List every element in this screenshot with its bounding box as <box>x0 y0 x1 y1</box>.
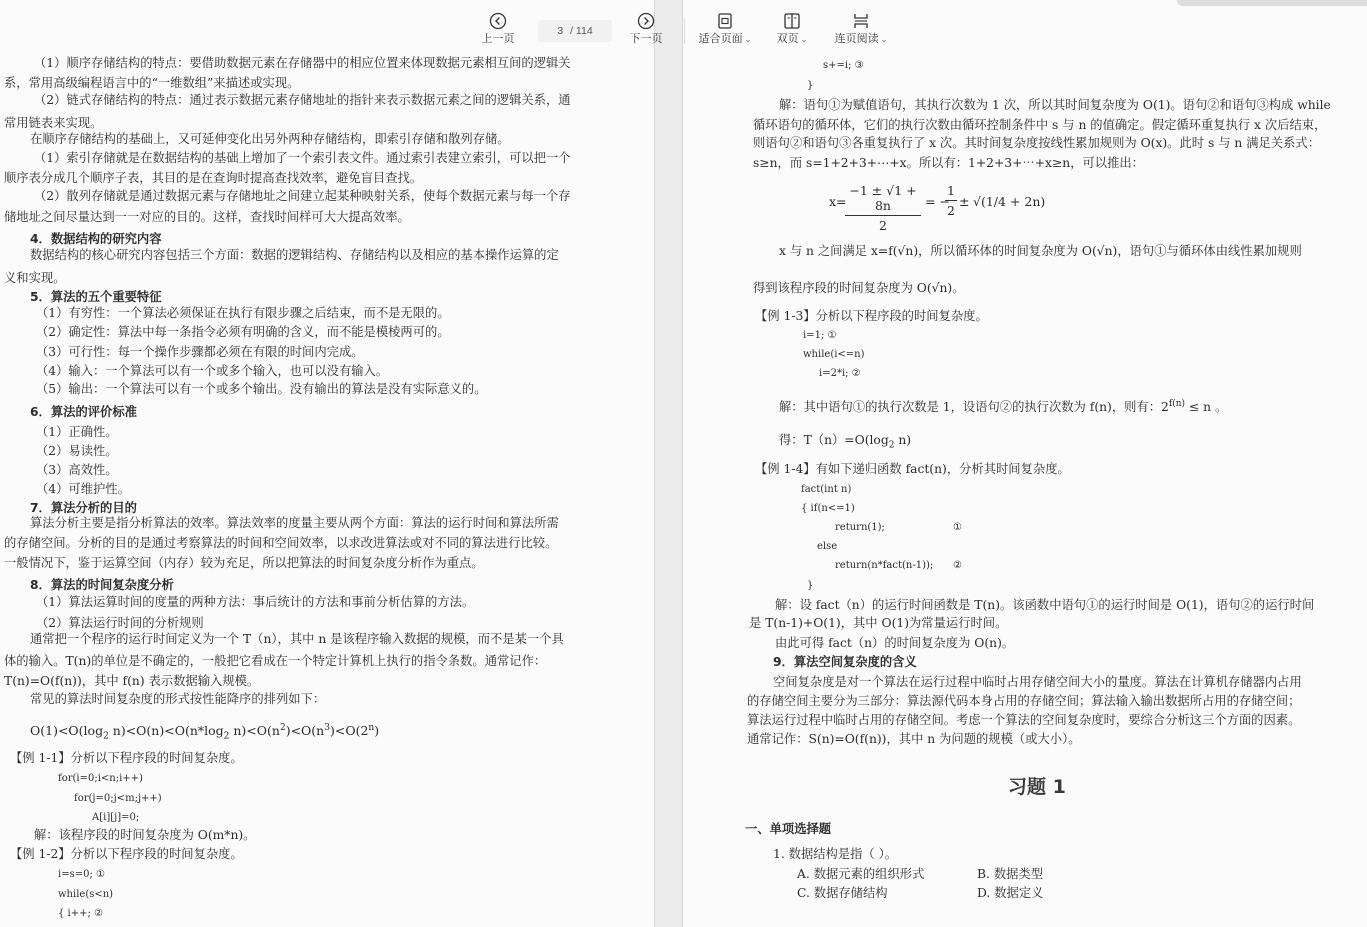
text-line: 常用链表来实现。 <box>4 116 103 130</box>
example-heading: 【例 1-3】分析以下程序段的时间复杂度。 <box>755 309 988 323</box>
text-line: 解：该程序段的时间复杂度为 O(m*n)。 <box>34 828 256 842</box>
section-heading: 5．算法的五个重要特征 <box>30 290 162 304</box>
text-line: （3）可行性：每一个操作步骤都必须在有限的时间内完成。 <box>36 345 364 359</box>
code-line: i=1; ① <box>803 330 837 341</box>
fraction: 1 2 <box>945 183 957 218</box>
code-line: { i++; ② <box>58 908 104 919</box>
text-line: 则语句②和语句③各重复执行了 x 次。其时间复杂度按线性累加规则为 O(x)。此时 s 与 n 满足关系式： <box>753 136 1321 150</box>
continuous-read-button[interactable] <box>830 12 892 47</box>
choice-c: C. 数据存储结构 <box>797 886 888 900</box>
page-current-input[interactable]: 3 <box>557 25 564 37</box>
reader-toolbar <box>460 0 910 54</box>
page-gutter <box>654 0 683 927</box>
example-heading: 【例 1-4】有如下递归函数 fact(n)，分析其时间复杂度。 <box>755 462 1070 476</box>
code-line: for(j=0;j<m;j++) <box>74 793 162 804</box>
text-line: （1）正确性。 <box>36 425 118 439</box>
continuous-read-label: 连页阅读 <box>834 33 879 45</box>
chevron-down-icon: ⌄ <box>880 35 888 44</box>
text-line: 在顺序存储结构的基础上，又可延伸变化出另外两种存储结构，即索引存储和散列存储。 <box>30 132 510 146</box>
code-line: return(n*fact(n-1)); <box>835 560 934 571</box>
next-page-button[interactable] <box>624 12 668 46</box>
code-line: while(i<=n) <box>803 349 865 360</box>
text-line: （2）散列存储就是通过数据元素与存储地址之间建立起某种映射关系，使每个数据元素与每一个存 <box>34 189 571 203</box>
complexity-order-formula: $O(1)<O(\log_2$ $n)<O(n)<O(n*\log_2$ $n)<O(n^2)<O(n^3)<O(2^n)$ <box>30 723 380 742</box>
section-heading: 4．数据结构的研究内容 <box>30 232 162 246</box>
prev-page-label: 上一页 <box>481 33 515 45</box>
text-line: （1）有穷性：一个算法必须保证在执行有限步骤之后结束，而不是无限的。 <box>36 306 450 320</box>
text-line: 顺序表分成几个顺序子表，其目的是在查询时提高查找效率，避免盲目查找。 <box>4 171 423 185</box>
code-line: s+=i; ③ <box>823 60 864 71</box>
text-line: （1）算法运算时间的度量的两种方法：事后统计的方法和事前分析估算的方法。 <box>36 595 475 609</box>
text-line: 储地址之间尽量达到一一对应的目的。这样，查找时间样可大大提高效率。 <box>4 210 410 224</box>
choice-b: B. 数据类型 <box>977 867 1044 881</box>
text-line: 由此可得 fact（n）的时间复杂度为 O(n)。 <box>775 636 1015 650</box>
question: 1. 数据结构是指（ ）。 <box>773 847 898 861</box>
text-line: 得：$T(n)=O(\log_2$ n) <box>779 433 912 451</box>
text-line: （1）索引存储就是在数据结构的基础上增加了一个索引表文件。通过索引表建立索引，可以把一个 <box>34 151 571 165</box>
code-marker: ① <box>953 522 962 533</box>
text-line: （2）确定性：算法中每一条指令必须有明确的含义，而不能是模棱两可的。 <box>36 325 450 339</box>
page-total: / 114 <box>570 25 593 37</box>
text-line: 算法运行过程中临时占用的存储空间。考虑一个算法的空间复杂度时，要综合分析这三个方面的因素。 <box>747 713 1301 727</box>
text-line: 解：其中语句①的执行次数是 1，设语句②的执行次数为 f(n)，则有：$2^{f(n)} \le n$ 。 <box>779 399 1228 415</box>
chevron-down-icon: ⌄ <box>800 35 808 44</box>
left-page <box>0 0 654 927</box>
continuous-scroll-icon <box>852 12 870 30</box>
text-line: 常见的算法时间复杂度的形式按性能降序的排列如下： <box>30 692 326 706</box>
text-line: （5）输出：一个算法可以有一个或多个输出。没有输出的算法是没有实际意义的。 <box>36 382 487 396</box>
page-number-field[interactable] <box>538 20 612 42</box>
fraction: −1 ± √1 + 8n 2 <box>845 183 921 233</box>
fit-page-button[interactable] <box>694 12 756 47</box>
fit-page-icon <box>716 12 734 30</box>
text-line: （4）输入：一个算法可以有一个或多个输入，也可以没有输入。 <box>36 364 389 378</box>
double-page-button[interactable] <box>772 12 812 47</box>
section-heading: 6．算法的评价标准 <box>30 405 137 419</box>
chevron-right-circle-icon <box>637 12 655 30</box>
text-line: s≥n，而 s=1+2+3+⋯+x。所以有：1+2+3+⋯+x≥n，可以推出： <box>753 156 1144 170</box>
double-page-label: 双页 <box>776 33 799 45</box>
text-line: （3）高效性。 <box>36 463 118 477</box>
toolbar-divider <box>684 18 685 44</box>
text-line: （2）算法运行时间的分析规则 <box>36 616 204 630</box>
corner-shade <box>1177 0 1367 6</box>
text-line: 解：语句①为赋值语句，其执行次数为 1 次，所以其时间复杂度为 O(1)。语句②和语句③构成 while <box>779 98 1331 112</box>
text-line: 解：设 fact（n）的运行时间函数是 T(n)。该函数中语句①的运行时间是 O(1)，语句②的运行时间 <box>775 598 1315 612</box>
text-line: T(n)=O(f(n))，其中 f(n) 表示数据输入规模。 <box>4 674 260 688</box>
code-line: { if(n<=1) <box>801 503 855 514</box>
text-line: （1）顺序存储结构的特点：要借助数据元素在存储器中的相应位置来体现数据元素相互间的逻辑关 <box>34 56 571 70</box>
code-line: } <box>807 580 814 591</box>
code-line: } <box>807 80 814 91</box>
chevron-down-icon: ⌄ <box>744 35 752 44</box>
text-line: 的存储空间主要分为三部分：算法源代码本身占用的存储空间；算法输入输出数据所占用的存储空间； <box>747 694 1301 708</box>
text-line: 得到该程序段的时间复杂度为 O(√n)。 <box>753 281 965 295</box>
code-line: for(i=0;i<n;i++) <box>58 773 143 784</box>
text-line: 是 T(n-1)+O(1)，其中 O(1)为常量运行时间。 <box>749 616 1008 630</box>
text-line: 空间复杂度是对一个算法在运行过程中临时占用存储空间大小的量度。算法在计算机存储器内占用 <box>773 675 1302 689</box>
choice-d: D. 数据定义 <box>977 886 1044 900</box>
fit-page-label: 适合页面 <box>698 33 743 45</box>
code-marker: ② <box>953 560 962 571</box>
section-heading: 7．算法分析的目的 <box>30 501 137 515</box>
code-line: fact(int n) <box>801 484 852 495</box>
code-line: i=2*i; ② <box>819 368 861 379</box>
text-line: （2）易读性。 <box>36 444 118 458</box>
right-page: s+=i; ③ } 解：语句①为赋值语句，其执行次数为 1 次，所以其时间复杂度为 O(1)。语句②和语句③构成 while 循环语句的循环体，它们的执行次数由循环控制条件中 s 与 n 的值确定。假定循环重复执行 x 次后结束， 则语句②和语句③各重复执行了 x 次。其时间复杂度按线性累加规则为 O(x)。此时 s 与 n 满足关系式： s≥n，而 s=1+2+3+⋯+x。所以有：1+2+3+⋯+x≥n，可以推出： x= −1 ± √1 + 8n 2 = − 1 2 ± √(1/4 + 2n) x 与 n 之间满足 x=f(√n)，所以循环体的时间复杂度为 O(√n)，语句①与循环体由线性累加规则 得到该程序段的时间复杂度为 O(√n)。 【例 1-3】分析以下程序段的时间复杂度。 i=1; ① while(i<=n) i=2*i; ② 解：其中语句①的执行次数是 1，设语句②的执行次数为 f(n)，则有：$2^{f(n)} \le n$ 。 得：$T(n)=O(\log_2$ n) 【例 1-4】有如下递归函数 fact(n)，分析其时间复杂度。 fact(int n) { if(n<=1) return(1); ① else return(n*fact(n-1)); ② } 解：设 fact（n）的运行时间函数是 T(n)。该函数中语句①的运行时间是 O(1)，语句②的运行时间 是 T(n-1)+O(1)，其中 O(1)为常量运行时间。 由此可得 fact（n）的时间复杂度为 O(n)。 9．算法空间复杂度的含义 空间复杂度是对一个算法在运行过程中临时占用存储空间大小的量度。算法在计算机存储器内占用 的存储空间主要分为三部分：算法源代码本身占用的存储空间；算法输入输出数据所占用的存储空间； 算法运行过程中临时占用的存储空间。考虑一个算法的空间复杂度时，要综合分析这三个方面的因素。 通常记作：S(n)=O(f(n))，其中 n 为问题的规模（或大小）。 一、单项选择题 1. 数据结构是指（ ）。 A. 数据元素的组织形式 B. 数据类型 C. 数据存储结构 D. 数据定义 <box>682 0 1367 927</box>
text-line: （2）链式存储结构的特点：通过表示数据元素存储地址的指针来表示数据元素之间的逻辑关系，通 <box>34 93 571 107</box>
exercise-title: 习题 1 <box>1008 776 1066 798</box>
text-line: （4）可维护性。 <box>36 482 130 496</box>
text-line: 通常把一个程序的运行时间定义为一个 T（n），其中 n 是该程序输入数据的规模，而不是某一个具 <box>30 632 564 646</box>
text-line: 算法分析主要是指分析算法的效率。算法效率的度量主要从两个方面：算法的运行时间和算法所需 <box>30 516 559 530</box>
example-heading: 【例 1-2】分析以下程序段的时间复杂度。 <box>10 847 243 861</box>
text-line: 系，常用高级编程语言中的“一维数组”来描述或实现。 <box>4 76 300 90</box>
double-page-icon <box>783 12 801 30</box>
code-line: return(1); <box>835 522 885 533</box>
section-heading: 8．算法的时间复杂度分析 <box>30 578 174 592</box>
chevron-left-circle-icon <box>489 12 507 30</box>
text-line: 体的输入。T(n)的单位是不确定的，一般把它看成在一个特定计算机上执行的指令条数。通常记作： <box>4 654 547 668</box>
section-heading: 一、单项选择题 <box>745 822 832 836</box>
choice-a: A. 数据元素的组织形式 <box>797 867 925 881</box>
next-page-label: 下一页 <box>629 33 663 45</box>
text-line: 数据结构的核心研究内容包括三个方面：数据的逻辑结构、存储结构以及相应的基本操作运算的定 <box>30 248 559 262</box>
code-line: i=s=0; ① <box>58 869 105 880</box>
example-heading: 【例 1-1】分析以下程序段的时间复杂度。 <box>10 751 243 765</box>
text-line: 义和实现。 <box>4 271 66 285</box>
text-line: 一般情况下，鉴于运算空间（内存）较为充足，所以把算法的时间复杂度分析作为重点。 <box>4 556 484 570</box>
code-line: A[i][j]=0; <box>92 812 140 823</box>
prev-page-button[interactable] <box>476 12 520 46</box>
text-line: x 与 n 之间满足 x=f(√n)，所以循环体的时间复杂度为 O(√n)，语句①与循环体由线性累加规则 <box>779 244 1302 258</box>
section-heading: 9．算法空间复杂度的含义 <box>773 655 917 669</box>
text-line: 通常记作：S(n)=O(f(n))，其中 n 为问题的规模（或大小）。 <box>747 732 1081 746</box>
text-line: 循环语句的循环体，它们的执行次数由循环控制条件中 s 与 n 的值确定。假定循环重复执行 x 次后结束， <box>753 118 1327 132</box>
text-line: 的存储空间。分析的目的是通过考察算法的时间和空间效率，以求改进算法或对不同的算法进行比较。 <box>4 536 558 550</box>
code-line: while(s<n) <box>58 889 114 900</box>
code-line: else <box>817 541 838 552</box>
